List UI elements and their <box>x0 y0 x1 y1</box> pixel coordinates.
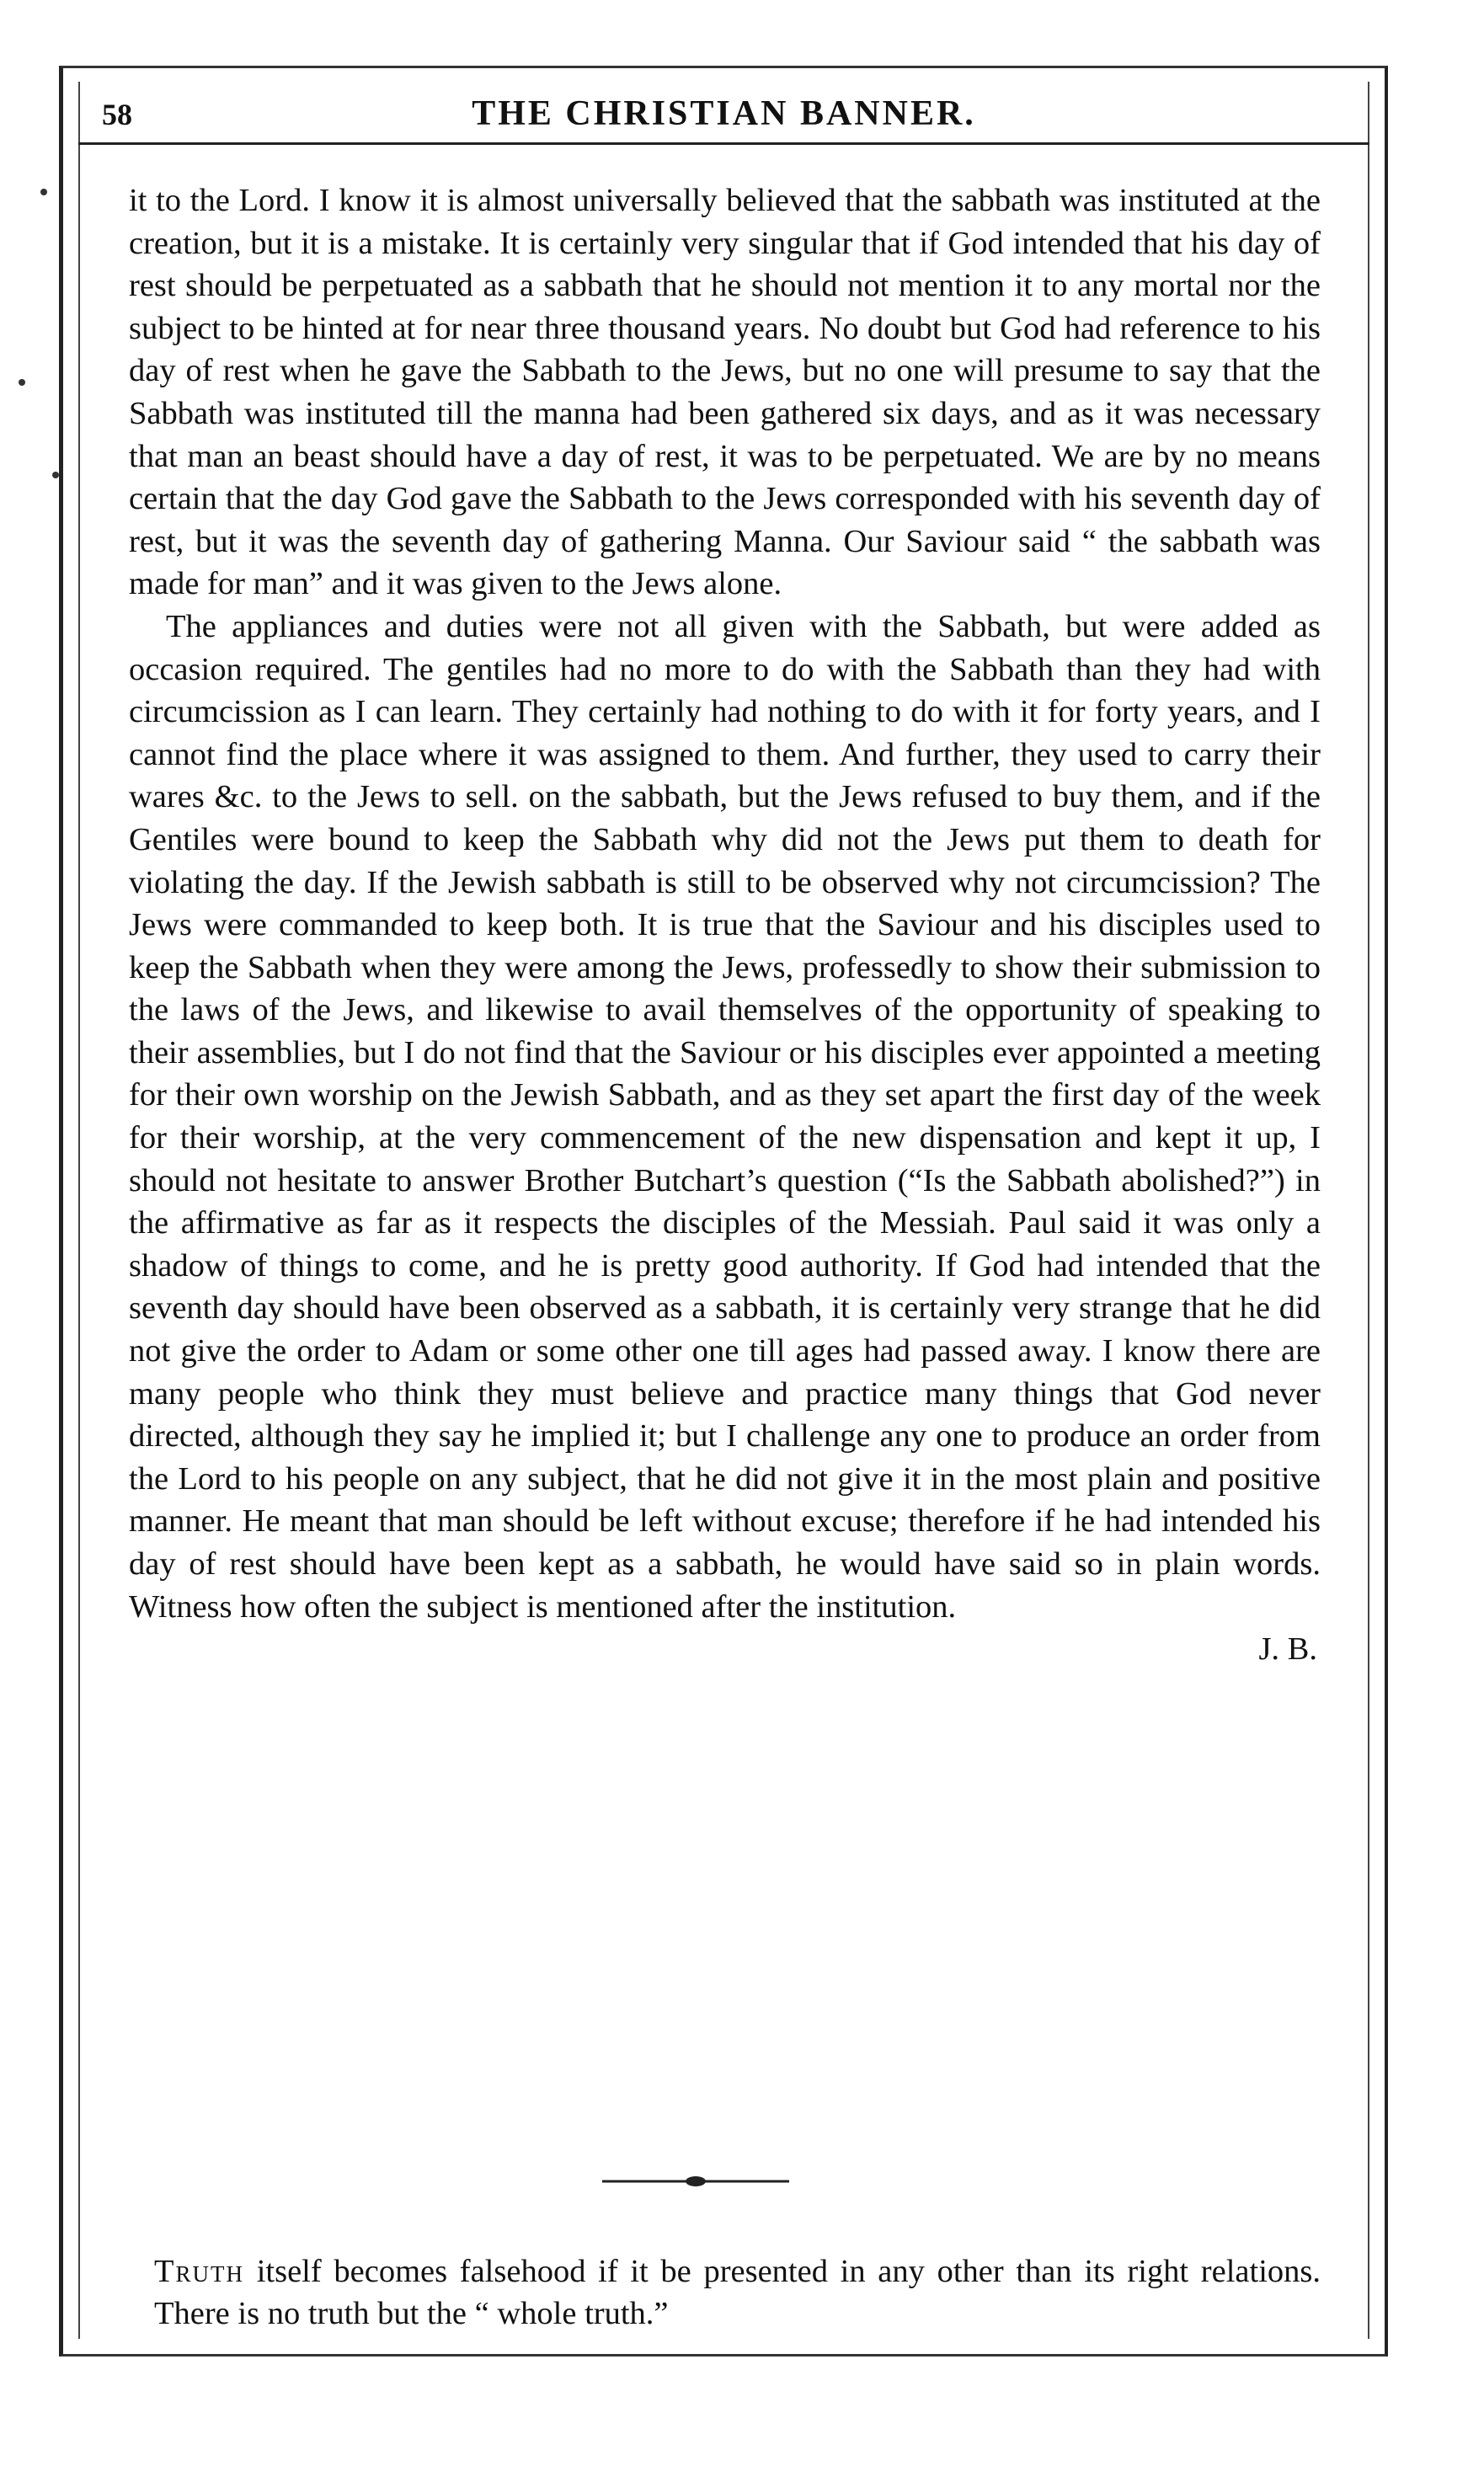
page-number: 58 <box>102 98 132 131</box>
section-divider <box>602 2174 789 2189</box>
margin-mark <box>52 472 59 478</box>
margin-mark <box>40 189 47 195</box>
article-paragraph-2: The appliances and duties were not all given with the Sabbath, but were added as occasion required. The gentiles had no more to do with the Sabbath than they had with circumcission as I can learn. They certainly had nothing to do with it for forty years, and I cannot find the place where it was assigned to them. And further, they used to carry their wares &c. to the Jews to sell. on the sabbath, but the Jews refused to buy them, and if the Gentiles were bound to keep the Sabbath why did not the Jews put them to death for violating the day. If the Jewish sabbath is still to be observed why not circumcission? The Jews were commanded to keep both. It is true that the Saviour and his disciples used to keep the Sabbath when they were among the Jews, professedly to show their submission to the laws of the Jews, and likewise to avail themselves of the opportunity of speaking to their assemblies, but I do not find that the Saviour or his disciples ever appointed a meeting for their own worship on the Jewish Sabbath, and as they set apart the first day of the week for their worship, at the very commencement of the new dispensation and kept it up, I should not hesitate to answer Brother Butchart’s question (“Is the Sabbath abolished?”) in the affirmative as far as it respects the disciples of the Messiah. Paul said it was only a shadow of things to come, and he is pretty good authority. If God had intended that the seventh day should have been observed as a sabbath, it is certainly very strange that he did not give the order to Adam or some other one till ages had passed away. I know there are many people who think they must believe and practice many things that God never directed, although they say he implied it; but I challenge any one to produce an order from the Lord to his people on any subject, that he did not give it in the most plain and positive manner. He meant that man should be left without excuse; therefore if he had intended his day of rest should have been kept as a sabbath, he would have said so in plain words. Witness how often the subject is mentioned after the institution. <box>129 608 1321 1625</box>
page-header <box>78 68 1369 145</box>
article-signature: J. B. <box>1258 1631 1317 1668</box>
running-title: THE CHRISTIAN BANNER. <box>472 94 976 133</box>
article-paragraph-1: it to the Lord. I know it is almost universally believed that the sabbath was instituted at the creation, but it is a mistake. It is certainly very singular that if God intended that his day of rest should be perpetuated as a sabbath that he should not mention it to any mortal nor the subject to be hinted at for near three thousand years. No doubt but God had reference to his day of rest when he gave the Sabbath to the Jews, but no one will presume to say that the Sabbath was instituted till the manna had been gathered six days, and as it was necessary that man an beast should have a day of rest, it was to be perpetuated. We are by no means certain that the day God gave the Sabbath to the Jews corresponded with his seventh day of rest, but it was the seventh day of gathering Manna. Our Saviour said “ the sabbath was made for man” and it was given to the Jews alone. <box>129 183 1321 602</box>
footnote-text: itself becomes falsehood if it be presented in any other than its right relations. There is no truth but the “ whole truth.” <box>154 2253 1321 2331</box>
margin-mark <box>19 379 25 386</box>
footnote <box>154 2250 1321 2335</box>
footnote-lead-word: Truth <box>154 2253 245 2289</box>
article-body <box>129 179 1321 1671</box>
page-frame <box>59 66 1388 2357</box>
